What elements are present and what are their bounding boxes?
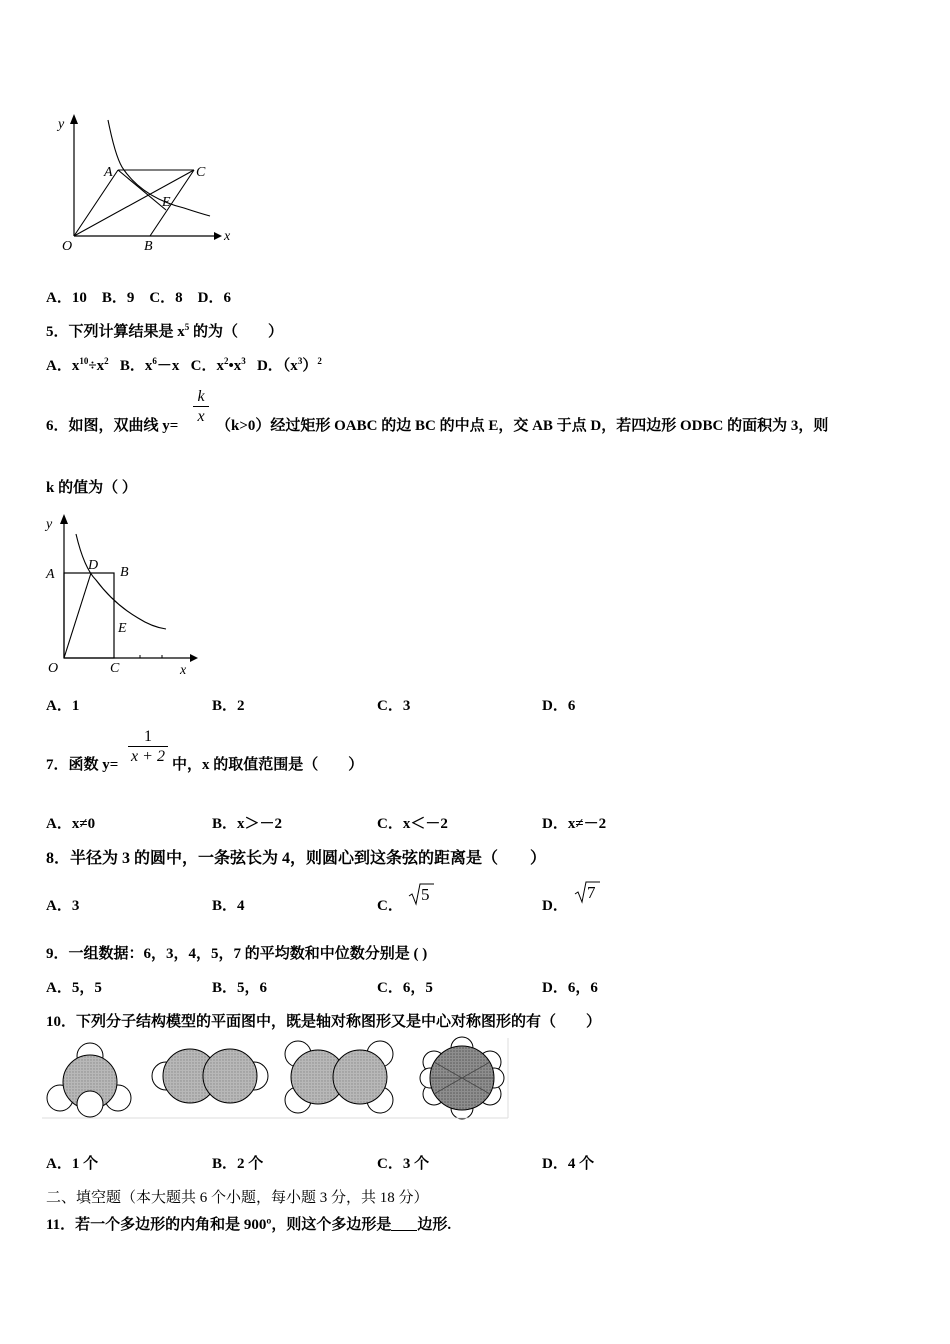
- q10-option-c: C．3 个: [377, 1156, 430, 1172]
- q5-stem-exp: 5: [184, 322, 190, 332]
- q7-stem-head: 7．函数 y=: [46, 757, 119, 773]
- q10-stem: 10．下列分子结构模型的平面图中，既是轴对称图形又是中心对称图形的有（ ）: [46, 1014, 602, 1030]
- q8-option-d: [542, 894, 568, 915]
- q6-label-y: y: [46, 517, 53, 532]
- q10-molecule-figures: [42, 1038, 510, 1120]
- q7-frac-num: 1: [144, 728, 152, 745]
- q4-options: A．10 B．9 C．8 D．6: [46, 290, 232, 306]
- q7-fraction: [128, 728, 168, 766]
- q9-stem: 9．一组数据：6，3，4，5，7 的平均数和中位数分别是 ( ): [46, 946, 428, 962]
- q4-label-x: x: [224, 229, 231, 244]
- q9-option-b: B．5，6: [212, 980, 268, 996]
- q4-label-o: O: [62, 239, 73, 254]
- q4-label-y: y: [58, 117, 65, 132]
- q6-label-d: D: [88, 558, 99, 573]
- q6-stem-line2: k 的值为（ ）: [46, 480, 137, 496]
- q7-option-b: B．x＞－2: [212, 816, 283, 832]
- q9-option-d: D．6，6: [542, 980, 598, 996]
- q9-option-c: C．6，5: [377, 980, 433, 996]
- q8-sqrt-c: [408, 882, 434, 906]
- q4-label-b: B: [144, 239, 153, 254]
- q7-option-a: A．x≠0: [46, 816, 96, 832]
- q11-stem-tail: 边形.: [417, 1217, 452, 1233]
- q7-frac-den: x + 2: [128, 746, 168, 766]
- q6-label-c: C: [110, 661, 120, 676]
- molecule-4: [420, 1037, 504, 1119]
- q8-stem: 8．半径为 3 的圆中，一条弦长为 4，则圆心到这条弦的距离是（ ）: [46, 850, 547, 867]
- q6-fraction: [193, 388, 209, 426]
- q10-option-d: D．4 个: [542, 1156, 595, 1172]
- q6-label-x: x: [180, 663, 187, 678]
- q6-stem-head: 6．如图，双曲线 y=: [46, 418, 179, 434]
- q8-option-b: B．4: [212, 898, 245, 914]
- q6-option-a: A．1: [46, 698, 80, 714]
- q7-stem-tail: 中，x 的取值范围是（ ）: [172, 757, 364, 773]
- molecule-1: [47, 1043, 131, 1117]
- q6-label-o: O: [48, 661, 59, 676]
- q5-stem-text: 5．下列计算结果是 x: [46, 324, 185, 340]
- q7-option-d: D．x≠－2: [542, 816, 607, 832]
- q7-option-c: C．x＜－2: [377, 816, 448, 832]
- q6-option-d: D．6: [542, 698, 576, 714]
- molecule-3: [285, 1041, 393, 1113]
- q6-figure: [40, 510, 210, 680]
- q6-option-b: B．2: [212, 698, 245, 714]
- q6-label-b: B: [120, 565, 129, 580]
- q5-opt-c: C．$x^2•x^3$: [190, 356, 246, 374]
- q6-label-e: E: [118, 621, 127, 636]
- q4-figure: [44, 112, 244, 254]
- q5-stem-tail: 的为（ ）: [189, 324, 284, 340]
- q9-option-a: A．5，5: [46, 980, 102, 996]
- q8-sqrt-c-value: 5: [421, 885, 430, 904]
- q4-label-e: E: [162, 195, 171, 210]
- q8-option-a: A．3: [46, 898, 80, 914]
- q8-sqrt-d: [574, 880, 600, 904]
- q6-stem-tail: （k>0）经过矩形 OABC 的边 BC 的中点 E，交 AB 于点 D，若四边形 ODBC 的面积为 3，则: [216, 418, 829, 434]
- q6-frac-num: k: [197, 388, 205, 405]
- q8-option-d-label: D．: [542, 898, 568, 914]
- q5-options: [46, 354, 322, 375]
- q4-label-c: C: [196, 165, 206, 180]
- section-2-title: 二、填空题（本大题共 6 个小题，每小题 3 分，共 18 分）: [46, 1190, 429, 1206]
- q6-frac-den: x: [193, 406, 209, 426]
- q8-option-c-label: C．: [377, 898, 403, 914]
- q11-stem: [46, 1213, 451, 1234]
- q10-option-a: A．1 个: [46, 1156, 99, 1172]
- molecule-2: [152, 1049, 268, 1103]
- q8-option-c: [377, 894, 403, 915]
- q5-stem: [46, 320, 283, 341]
- q10-option-b: B．2 个: [212, 1156, 264, 1172]
- q11-stem-head: 11．若一个多边形的内角和是 900º，则这个多边形是: [46, 1217, 392, 1233]
- q5-opt-d: D．$(x^3)^2$: [256, 356, 322, 374]
- q4-label-a: A: [104, 165, 113, 180]
- q6-label-a: A: [46, 567, 55, 582]
- q8-sqrt-d-value: 7: [587, 883, 596, 902]
- q6-option-c: C．3: [377, 698, 411, 714]
- q5-opt-b: B．$x^6-x$: [119, 356, 180, 374]
- q11-answer-blank[interactable]: [391, 1216, 417, 1231]
- q5-opt-a: A．$x^{10}\div x^2$: [46, 356, 109, 374]
